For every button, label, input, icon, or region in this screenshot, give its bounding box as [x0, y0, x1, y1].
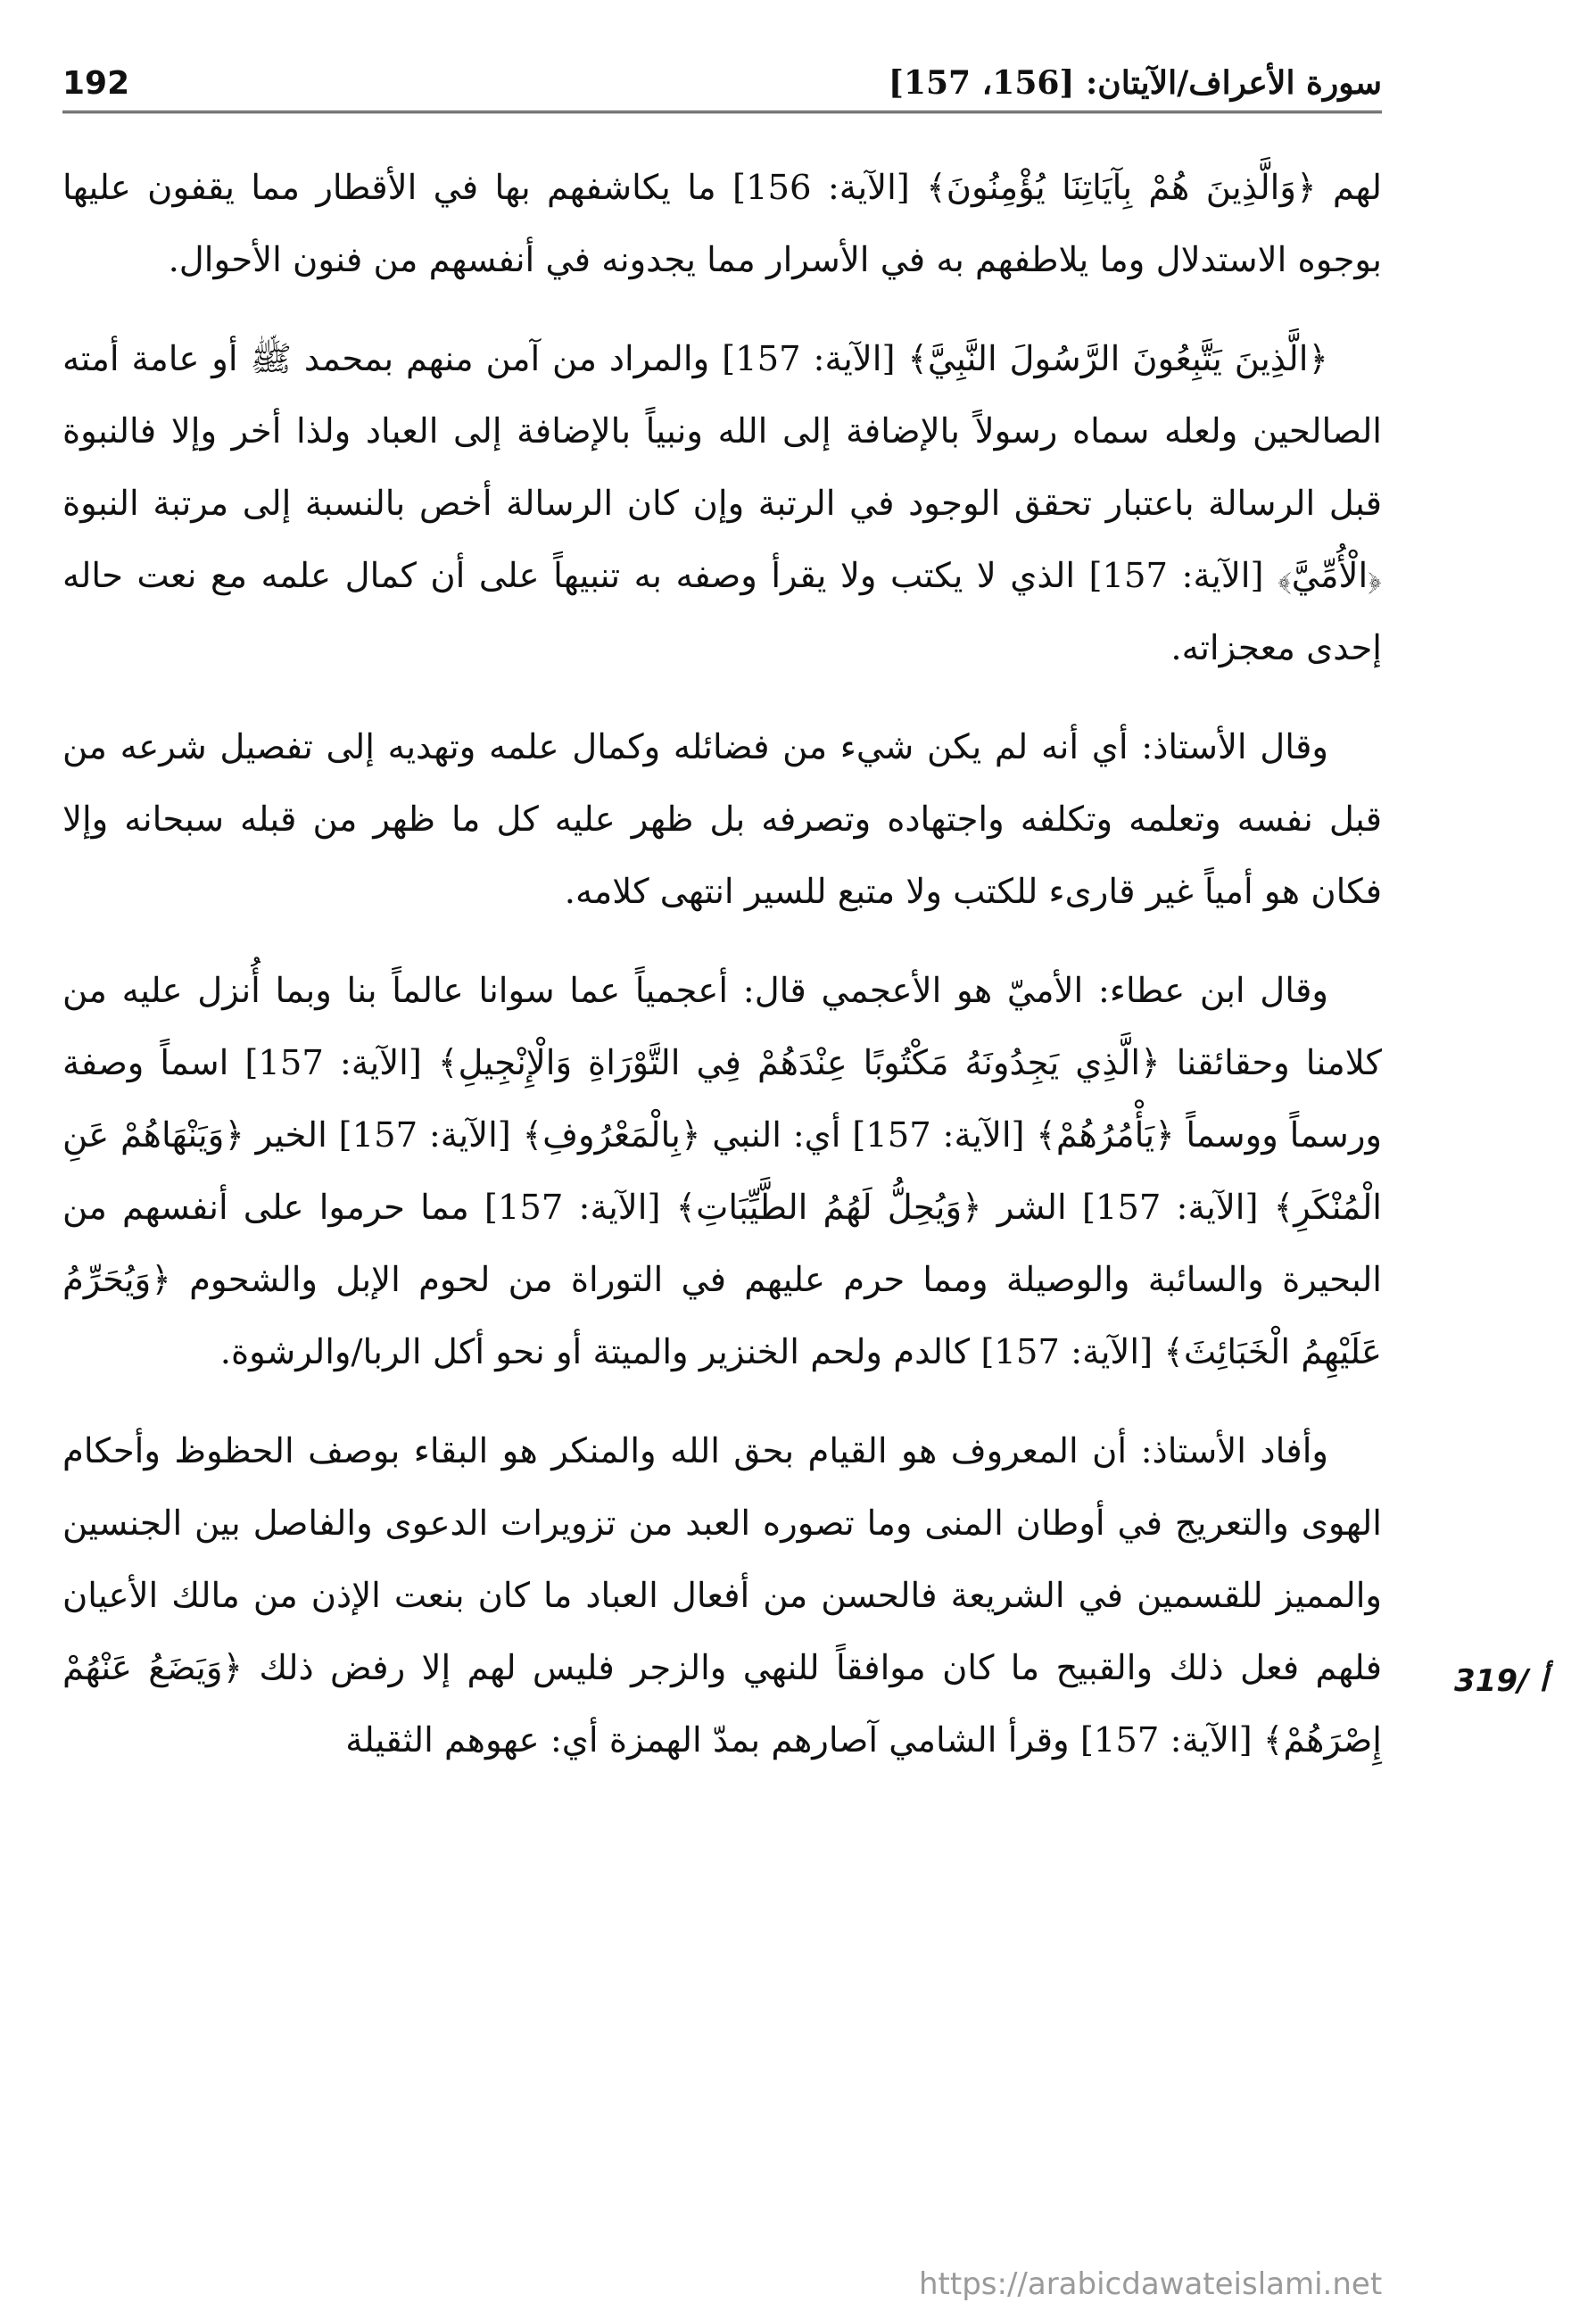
page-number: 192: [62, 64, 130, 102]
paragraph-2: ﴿الَّذِينَ يَتَّبِعُونَ الرَّسُولَ النَّبِيَّ﴾ [الآية: 157] والمراد من آمن منهم بمحمد ﷺ أو عامة أمته الصالحين ولعله سماه رسولاً بالإضافة إلى الله ونبياً بالإضافة إلى العباد ولذا أخر وإلا فالنبوة قبل الرسالة باعتبار تحقق الوجود في الرتبة وإن كان الرسالة أخص بالنسبة إلى مرتبة النبوة ﴿الْأُمِّيَّ﴾ [الآية: 157] الذي لا يكتب ولا يقرأ وصفه به تنبيهاً على أن كمال علمه مع نعت حاله إحدى معجزاته.: [62, 339, 1382, 668]
paragraph-4: وقال ابن عطاء: الأميّ هو الأعجمي قال: أعجمياً عما سوانا عالماً بنا وبما أُنزل عليه من كلامنا وحقائقنا ﴿الَّذِي يَجِدُونَهُ مَكْتُوبًا عِنْدَهُمْ فِي التَّوْرَاةِ وَالْإِنْجِيلِ﴾ [الآية: 157] اسماً وصفة ورسماً ووسماً ﴿يَأْمُرُهُمْ﴾ [الآية: 157] أي: النبي ﴿بِالْمَعْرُوفِ﴾ [الآية: 157] الخير ﴿وَيَنْهَاهُمْ عَنِ الْمُنْكَرِ﴾ [الآية: 157] الشر ﴿وَيُحِلُّ لَهُمُ الطَّيِّبَاتِ﴾ [الآية: 157] مما حرموا على أنفسهم من البحيرة والسائبة والوصيلة ومما حرم عليهم في التوراة من لحوم الإبل والشحوم ﴿وَيُحَرِّمُ عَلَيْهِمُ الْخَبَائِثَ﴾ [الآية: 157] كالدم ولحم الخنزير والميتة أو نحو أكل الربا/والرشوة.: [62, 971, 1383, 1372]
paragraph-1: لهم ﴿وَالَّذِينَ هُمْ بِآيَاتِنَا يُؤْمِنُونَ﴾ [الآية: 156] ما يكاشفهم بها في الأقطار مما يقفون عليها بوجوه الاستدلال وما يلاطفهم به في الأسرار مما يجدونه في أنفسهم من فنون الأحوال.: [62, 168, 1382, 280]
main-text: [62, 152, 1382, 1803]
page-header: [62, 55, 1382, 113]
paragraph-3: وقال الأستاذ: أي أنه لم يكن شيء من فضائله وكمال علمه وتهديه إلى تفصيل شرعه من قبل نفسه وتعلمه وتكلفه واجتهاده وتصرفه بل ظهر عليه كل ما ظهر من قبله سبحانه وإلا فكان هو أمياً غير قارىء للكتب ولا متبع للسير انتهى كلامه.: [62, 727, 1382, 912]
running-title: سورة الأعراف/الآيتان: [156، 157]: [888, 64, 1382, 102]
paragraph-5: وأفاد الأستاذ: أن المعروف هو القيام بحق الله والمنكر هو البقاء بوصف الحظوظ وأحكام الهوى والتعريج في أوطان المنى وما تصوره العبد من تزويرات الدعوى والفاصل بين الجنسين والمميز للقسمين في الشريعة فالحسن من أفعال العباد ما كان بنعت الإذن من مالك الأعيان فلهم فعل ذلك والقبيح ما كان موافقاً للنهي والزجر فليس لهم إلا رفض ذلك ﴿وَيَضَعُ عَنْهُمْ إِصْرَهُمْ﴾ [الآية: 157] وقرأ الشامي آصارهم بمدّ الهمزة أي: عهوهم الثقيلة: [62, 1431, 1382, 1760]
source-watermark: https://arabicdawateislami.net: [919, 2266, 1383, 2302]
manuscript-folio-note: 319/ أ: [1454, 1663, 1548, 1699]
